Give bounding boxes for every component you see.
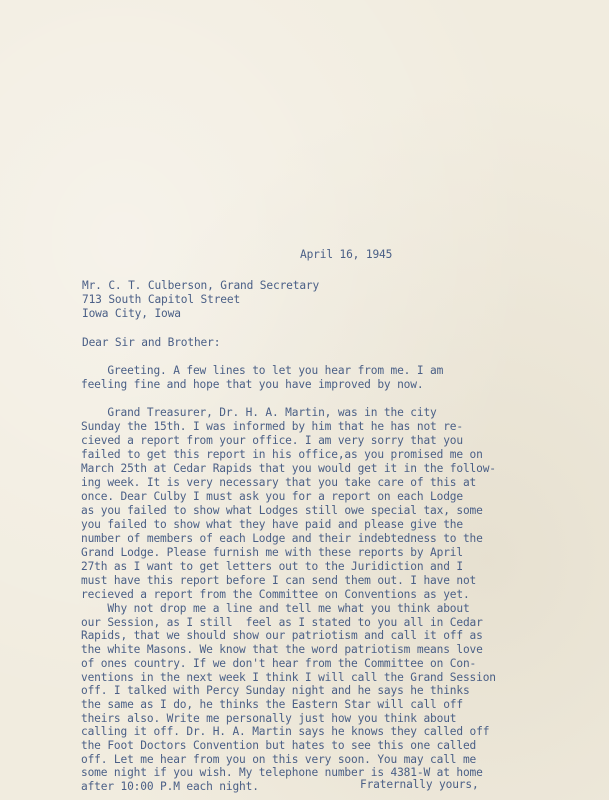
paragraph-3-line: ventions in the next week I think I will call the Grand Session [81, 670, 496, 684]
paragraph-2-line: number of members of each Lodge and their indebtedness to the [81, 532, 483, 545]
paragraph-2-line: Sunday the 15th. I was informed by him that he has not re- [81, 420, 463, 433]
paragraph-2-line: ing week. It is very necessary that you take care of this at [81, 476, 477, 489]
salutation: Dear Sir and Brother: [82, 336, 221, 349]
paragraph-2-line: must have this report before I can send them out. I have not [81, 574, 477, 587]
paragraph-3-line: our Session, as I still feel as I stated to you all in Cedar [81, 615, 483, 629]
recipient-name: Mr. C. T. Culberson, Grand Secretary [82, 279, 320, 292]
paragraph-3-line: off. I talked with Percy Sunday night and he says he thinks [81, 684, 470, 698]
paragraph-2-line: as you failed to show what Lodges still owe special tax, some [81, 504, 483, 517]
paragraph-2-line: recieved a report from the Committee on Conventions as yet. [81, 588, 470, 601]
paragraph-3-line: calling it off. Dr. H. A. Martin says he knows they called off [81, 725, 490, 739]
paragraph-3-line: some night if you wish. My telephone number is 4381-W at home [81, 766, 483, 780]
paragraph-1-line: Greeting. A few lines to let you hear from me. I am [81, 364, 444, 377]
paragraph-3-line: the white Masons. We know that the word patriotism means love [81, 643, 483, 657]
paragraph-2-line: you failed to show what they have paid and please give the [81, 518, 463, 531]
paragraph-3-line: off. Let me hear from you on this very soon. You may call me [81, 752, 477, 766]
paragraph-2-line: 27th as I want to get letters out to the Juridiction and I [81, 560, 463, 573]
paragraph-3-line: the same as I do, he thinks the Eastern Star will call off [81, 697, 463, 711]
letter-date: April 16, 1945 [300, 248, 393, 261]
paragraph-3-line: theirs also. Write me personally just how you think about [81, 711, 457, 725]
paragraph-2-line: once. Dear Culby I must ask you for a report on each Lodge [81, 490, 463, 503]
paragraph-2-line: March 25th at Cedar Rapids that you would get it in the follow- [81, 462, 496, 475]
paragraph-3-line: Rapids, that we should show our patriotism and call it off as [81, 629, 483, 643]
paragraph-2-line: failed to get this report in his office,as you promised me on [81, 448, 483, 461]
paragraph-3-line: after 10:00 P.M each night. [81, 780, 259, 794]
paragraph-1-line: feeling fine and hope that you have improved by now. [81, 378, 424, 391]
recipient-street: 713 South Capitol Street [82, 293, 241, 306]
closing: Fraternally yours, [360, 778, 479, 791]
paragraph-3-line: the Foot Doctors Convention but hates to see this one called [81, 739, 477, 752]
paragraph-2-line: cieved a report from your office. I am very sorry that you [81, 434, 463, 447]
recipient-city: Iowa City, Iowa [82, 307, 181, 320]
paragraph-3-line: of ones country. If we don't hear from the Committee on Con- [81, 656, 477, 670]
paragraph-2-line: Grand Lodge. Please furnish me with these reports by April [81, 546, 463, 559]
paragraph-2-line: Grand Treasurer, Dr. H. A. Martin, was in the city [81, 406, 437, 419]
paragraph-3-line: Why not drop me a line and tell me what you think about [81, 602, 470, 615]
